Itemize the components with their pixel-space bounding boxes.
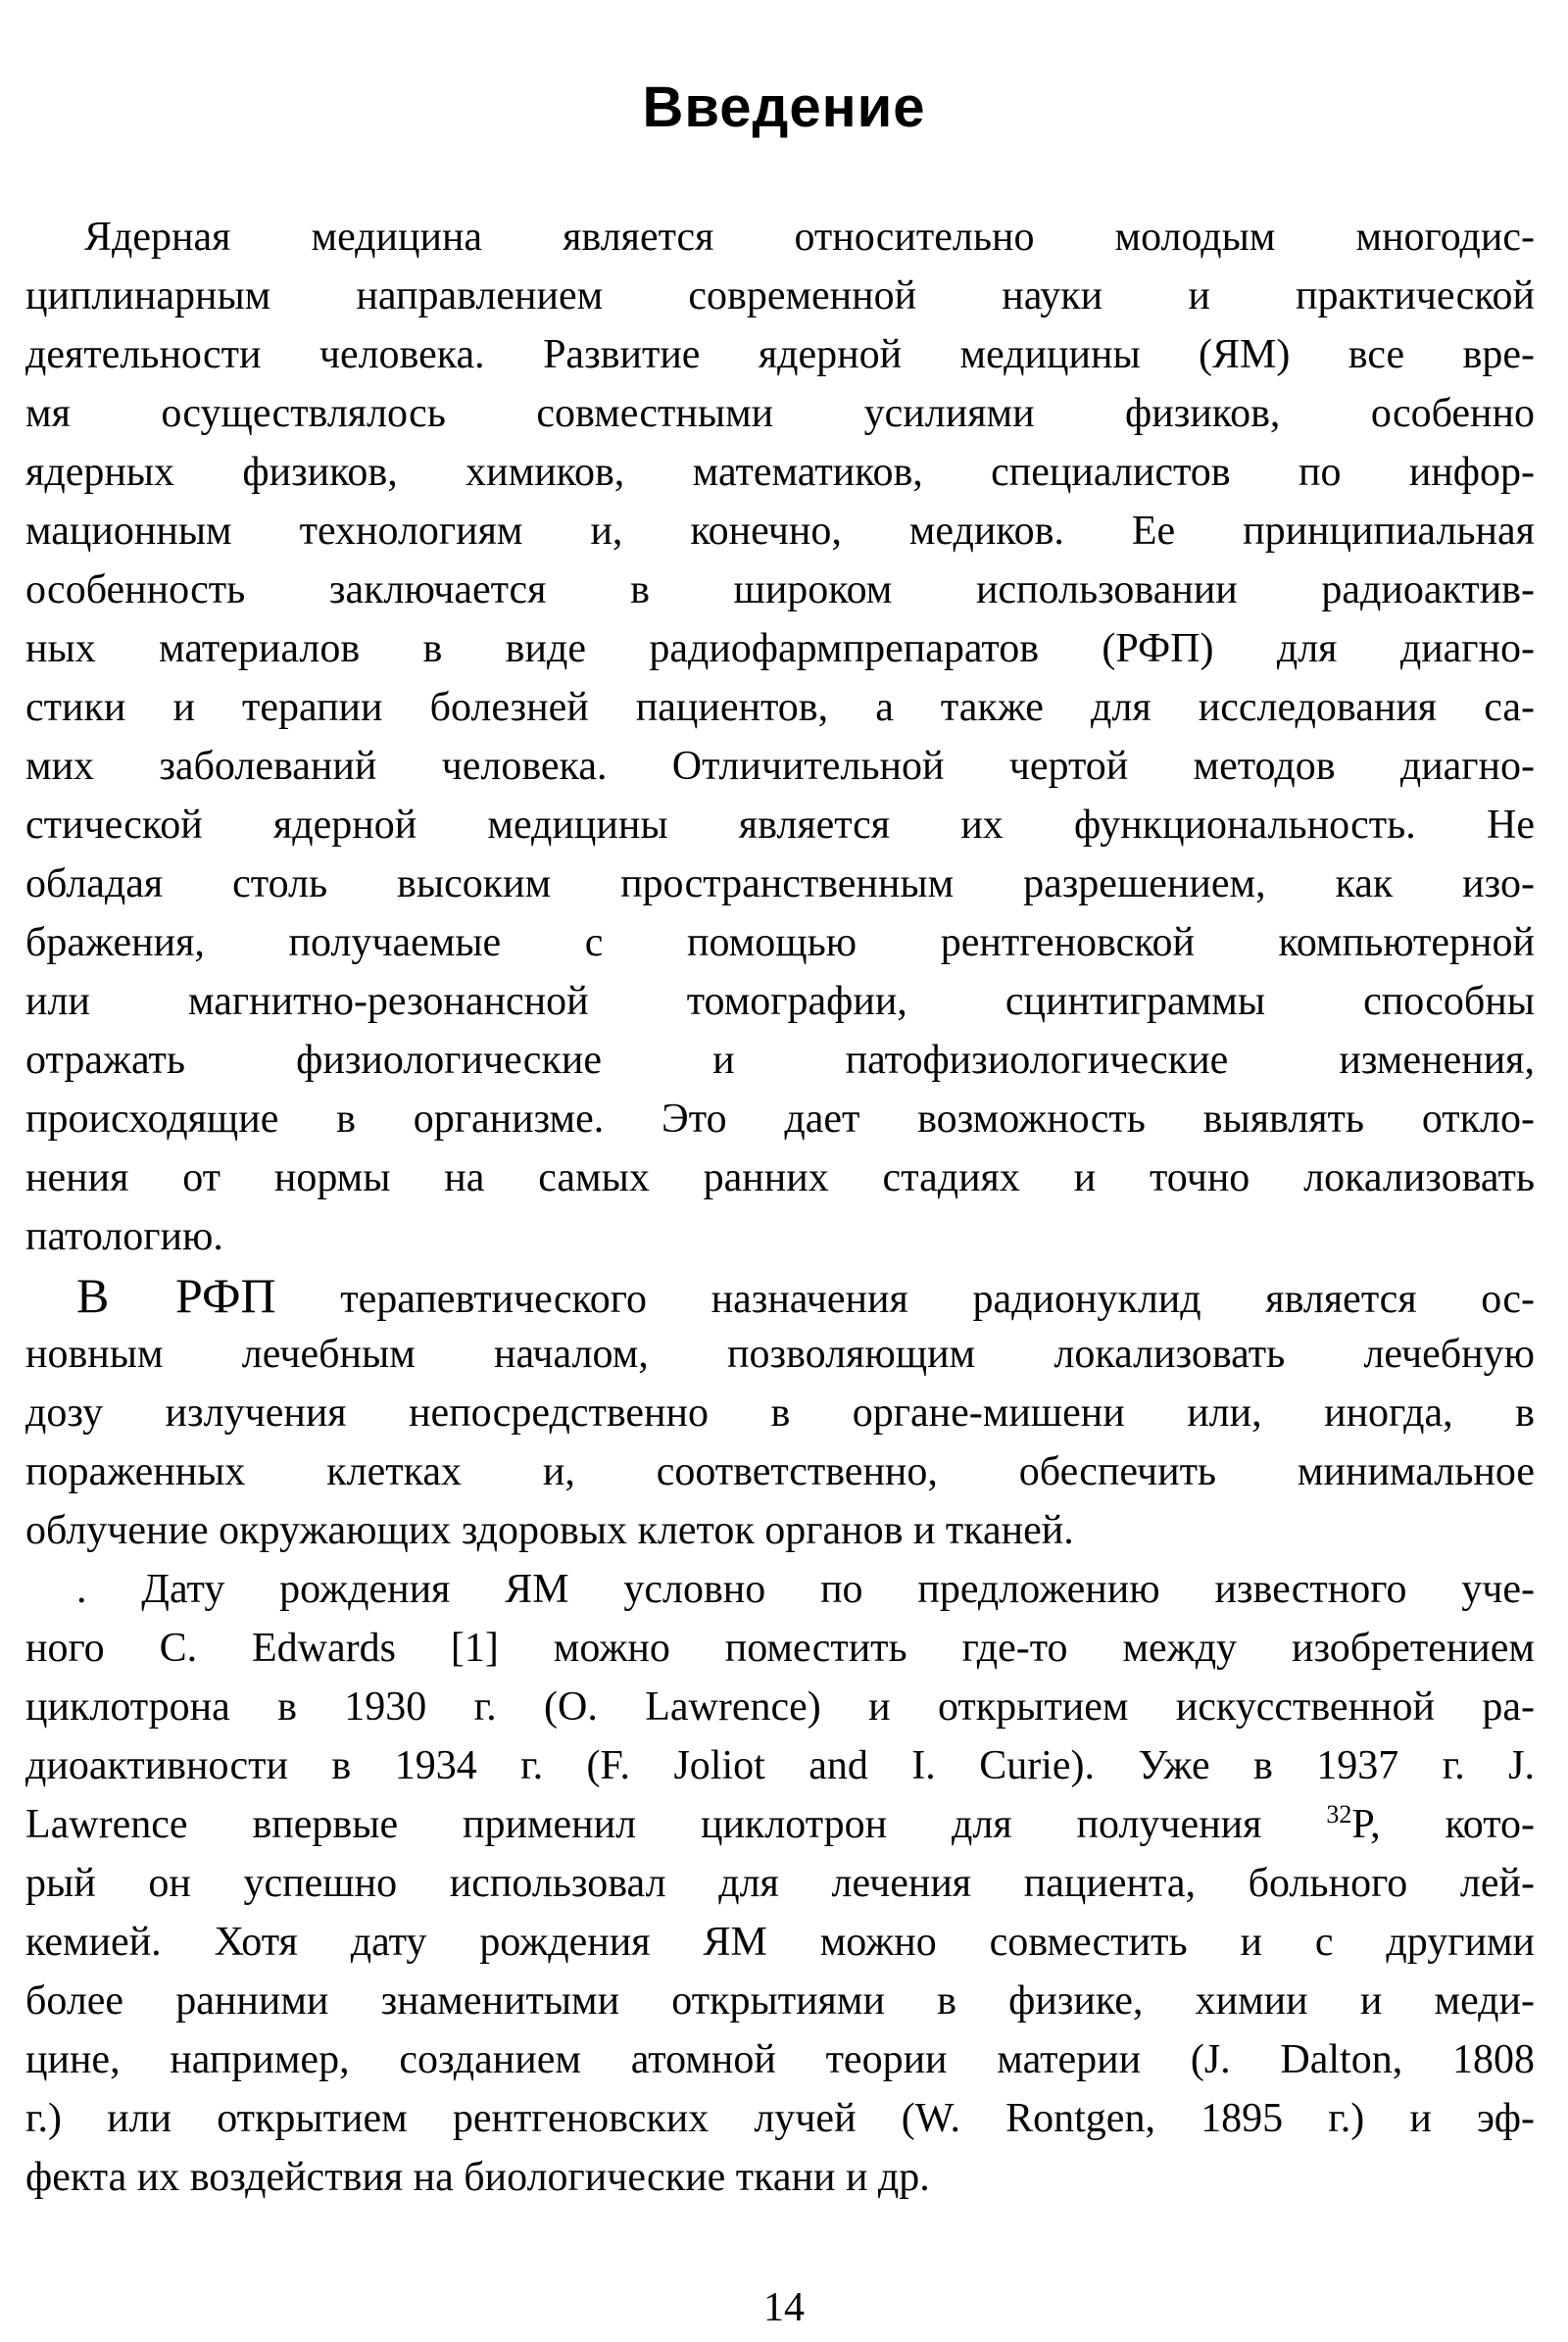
- text-line: бражения, получаемые с помощью рентгеновской компьютерной: [25, 920, 1535, 965]
- text-line: . Дату рождения ЯМ условно по предложению известного уче-: [76, 1567, 1535, 1612]
- text-line: деятельности человека. Развитие ядерной медицины (ЯМ) все вре-: [25, 332, 1535, 377]
- text-line: нения от нормы на самых ранних стадиях и точно локализовать: [25, 1155, 1535, 1200]
- text-line: циклотрона в 1930 г. (O. Lawrence) и открытием искусственной ра-: [25, 1684, 1535, 1730]
- text-line: Lawrence впервые применил циклотрон для получения $^{32}$P, кото-: [25, 1800, 1535, 1847]
- paragraph: [25, 1266, 1535, 1560]
- text-line: диоактивности в 1934 г. (F. Joliot and I. Curie). Уже в 1937 г. J.: [25, 1743, 1535, 1788]
- text-line: патологию.: [25, 1214, 223, 1259]
- body-text: [25, 208, 1535, 2207]
- text-line: стической ядерной медицины является их функциональность. Не: [25, 803, 1535, 848]
- lead-in-text: В РФП: [76, 1268, 276, 1323]
- text-line: происходящие в организме. Это дает возможность выявлять откло-: [25, 1097, 1535, 1142]
- text-line: мационным технологиям и, конечно, медиков. Ее принципиальная: [25, 509, 1535, 554]
- text-line: стики и терапии болезней пациентов, а также для исследования са-: [25, 685, 1535, 730]
- text-line: пораженных клетках и, соответственно, обеспечить минимальное: [25, 1449, 1535, 1494]
- text-line: отражать физиологические и патофизиологические изменения,: [25, 1038, 1535, 1083]
- text-line: мя осуществлялось совместными усилиями физиков, особенно: [25, 391, 1535, 436]
- text-line: циплинарным направлением современной науки и практической: [25, 273, 1535, 318]
- paragraph: [25, 208, 1535, 1266]
- text-line: более ранними знаменитыми открытиями в физике, химии и меди-: [25, 1978, 1535, 2024]
- text-line: ного C. Edwards [1] можно поместить где-то между изобретением: [25, 1626, 1535, 1671]
- text-line: облучение окружающих здоровых клеток органов и тканей.: [25, 1508, 1074, 1553]
- text-line: дозу излучения непосредственно в органе-мишени или, иногда, в: [25, 1391, 1535, 1436]
- text-line: Ядерная медицина является относительно молодым многодис-: [84, 215, 1535, 260]
- text-line: ных материалов в виде радиофармпрепаратов (РФП) для диагно-: [25, 626, 1535, 671]
- text-line: рый он успешно использовал для лечения пациента, больного лей-: [25, 1861, 1535, 1906]
- text-line: особенность заключается в широком использовании радиоактив-: [25, 567, 1535, 612]
- text-line: В РФП терапевтического назначения радионуклид является ос-: [76, 1268, 1535, 1323]
- page-number: 14: [763, 2285, 805, 2330]
- text-line: или магнитно-резонансной томографии, сцинтиграммы способны: [25, 979, 1535, 1024]
- superscript: 32: [1326, 1800, 1352, 1829]
- text-line: кемией. Хотя дату рождения ЯМ можно совместить и с другими: [25, 1920, 1535, 1965]
- text-line: цине, например, созданием атомной теории материи (J. Dalton, 1808: [25, 2037, 1535, 2082]
- text-line: мих заболеваний человека. Отличительной чертой методов диагно-: [25, 744, 1535, 789]
- text-line: ядерных физиков, химиков, математиков, специалистов по инфор-: [25, 450, 1535, 495]
- text-line: обладая столь высоким пространственным разрешением, как изо-: [25, 861, 1535, 906]
- text-line: новным лечебным началом, позволяющим локализовать лечебную: [25, 1332, 1535, 1377]
- text-line: г.) или открытием рентгеновских лучей (W. Rontgen, 1895 г.) и эф-: [25, 2096, 1535, 2141]
- page-title: Введение: [642, 75, 926, 139]
- paragraph: [25, 1560, 1535, 2207]
- text-line: фекта их воздействия на биологические ткани и др.: [25, 2155, 930, 2200]
